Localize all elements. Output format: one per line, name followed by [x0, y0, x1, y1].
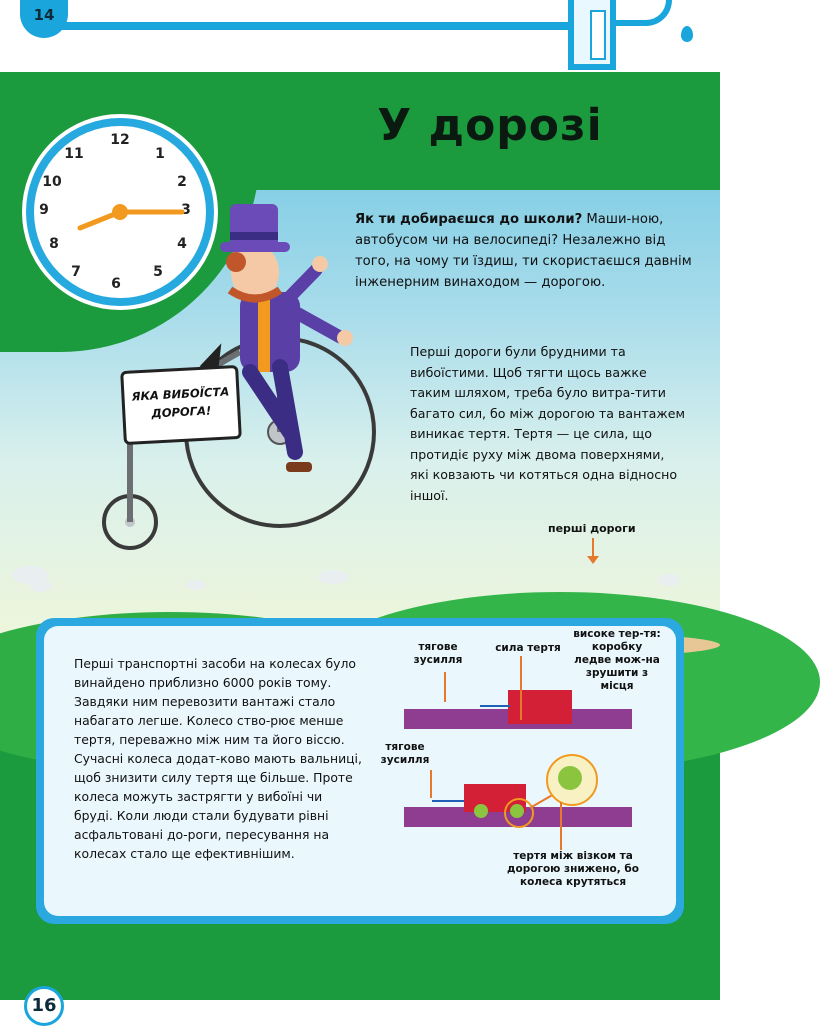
heavy-box	[508, 690, 572, 724]
clock-number: 3	[181, 202, 191, 218]
clock-number: 2	[177, 174, 187, 190]
pull-arrow	[432, 800, 464, 802]
rock	[318, 570, 348, 584]
speech-bubble	[120, 365, 242, 445]
previous-page-number: 14	[20, 0, 68, 38]
pull-arrow	[480, 705, 510, 707]
clock-number: 7	[71, 264, 81, 280]
clock-number: 8	[49, 236, 59, 252]
first-roads-paragraph: Перші дороги були брудними та вибоїстими. Щоб тягти щось важке таким шляхом, треба було витра-тити багато сил, бо між дорогою та вантажем виникає тертя. Тертя — це сила, що протидіє руху між двома поверхнями, які ковзають чи котяться одна відносно іншої.	[410, 344, 685, 503]
water-drop-icon	[681, 26, 693, 42]
first-roads-label: перші дороги	[548, 522, 636, 535]
wheel-highlight-circle	[504, 798, 534, 828]
arrow-head-icon	[587, 556, 599, 564]
wheels-paragraph: Перші транспортні засоби на колесах було винайдено приблизно 6000 років тому. Завдяки ним перевозити вантажі стало набагато легше. Колесо ство-рює менше тертя, переважно між ним та його віссю. Сучасні колеса додат-ково мають вальниці, щоб знизити силу тертя ще більше. Проте колеса можуть застрягти у вибоїні чи бруді. Коли люди стали будувати рівні асфальтовані до-роги, пересування на колесах стало ще ефективнішим.	[74, 656, 362, 861]
rock	[30, 580, 52, 592]
pull-label: тягове зусилля	[380, 741, 430, 766]
intro-paragraph	[355, 209, 700, 293]
intro-text: Маши-ною, автобусом чи на велосипеді? Незалежно від того, на чому ти їздиш, ти скористаєшся давнім інженерним винаходом — дорогою.	[355, 212, 692, 290]
clock-number: 1	[155, 146, 165, 162]
friction-label: сила тертя	[495, 642, 561, 654]
tower-window	[590, 10, 606, 60]
pull-pointer	[430, 770, 432, 798]
clock-number: 11	[64, 146, 84, 162]
speech-bubble-text: ЯКА ВИБОЇСТА ДОРОГА!	[131, 384, 230, 421]
reduced-friction-label: тертя між візком та дорогою знижено, бо колеса крутяться	[507, 850, 639, 888]
page-number: 16	[24, 986, 64, 1026]
reduced-friction-pointer	[560, 802, 562, 850]
rock	[186, 580, 206, 590]
pull-pointer	[444, 672, 446, 702]
clock-number: 12	[110, 132, 130, 148]
rock	[658, 574, 680, 586]
clock-number: 6	[111, 276, 121, 292]
page-title: У дорозі	[377, 100, 603, 151]
pull-label: тягове зусилля	[413, 641, 463, 666]
intro-question: Як ти добираєшся до школи?	[355, 212, 583, 227]
clock-number: 5	[153, 264, 163, 280]
clock-number: 9	[39, 202, 49, 218]
high-friction-label: високе тер-тя: коробку ледве мож-на зрушити з місця	[573, 628, 661, 692]
page	[0, 72, 720, 1016]
cart-wheel	[474, 804, 488, 818]
top-divider	[40, 22, 588, 30]
clock-number: 10	[42, 174, 62, 190]
friction-pointer	[520, 656, 522, 720]
wheel-detail	[558, 766, 582, 790]
penny-farthing-rider-illustration	[90, 142, 410, 562]
clock-number: 4	[177, 236, 187, 252]
